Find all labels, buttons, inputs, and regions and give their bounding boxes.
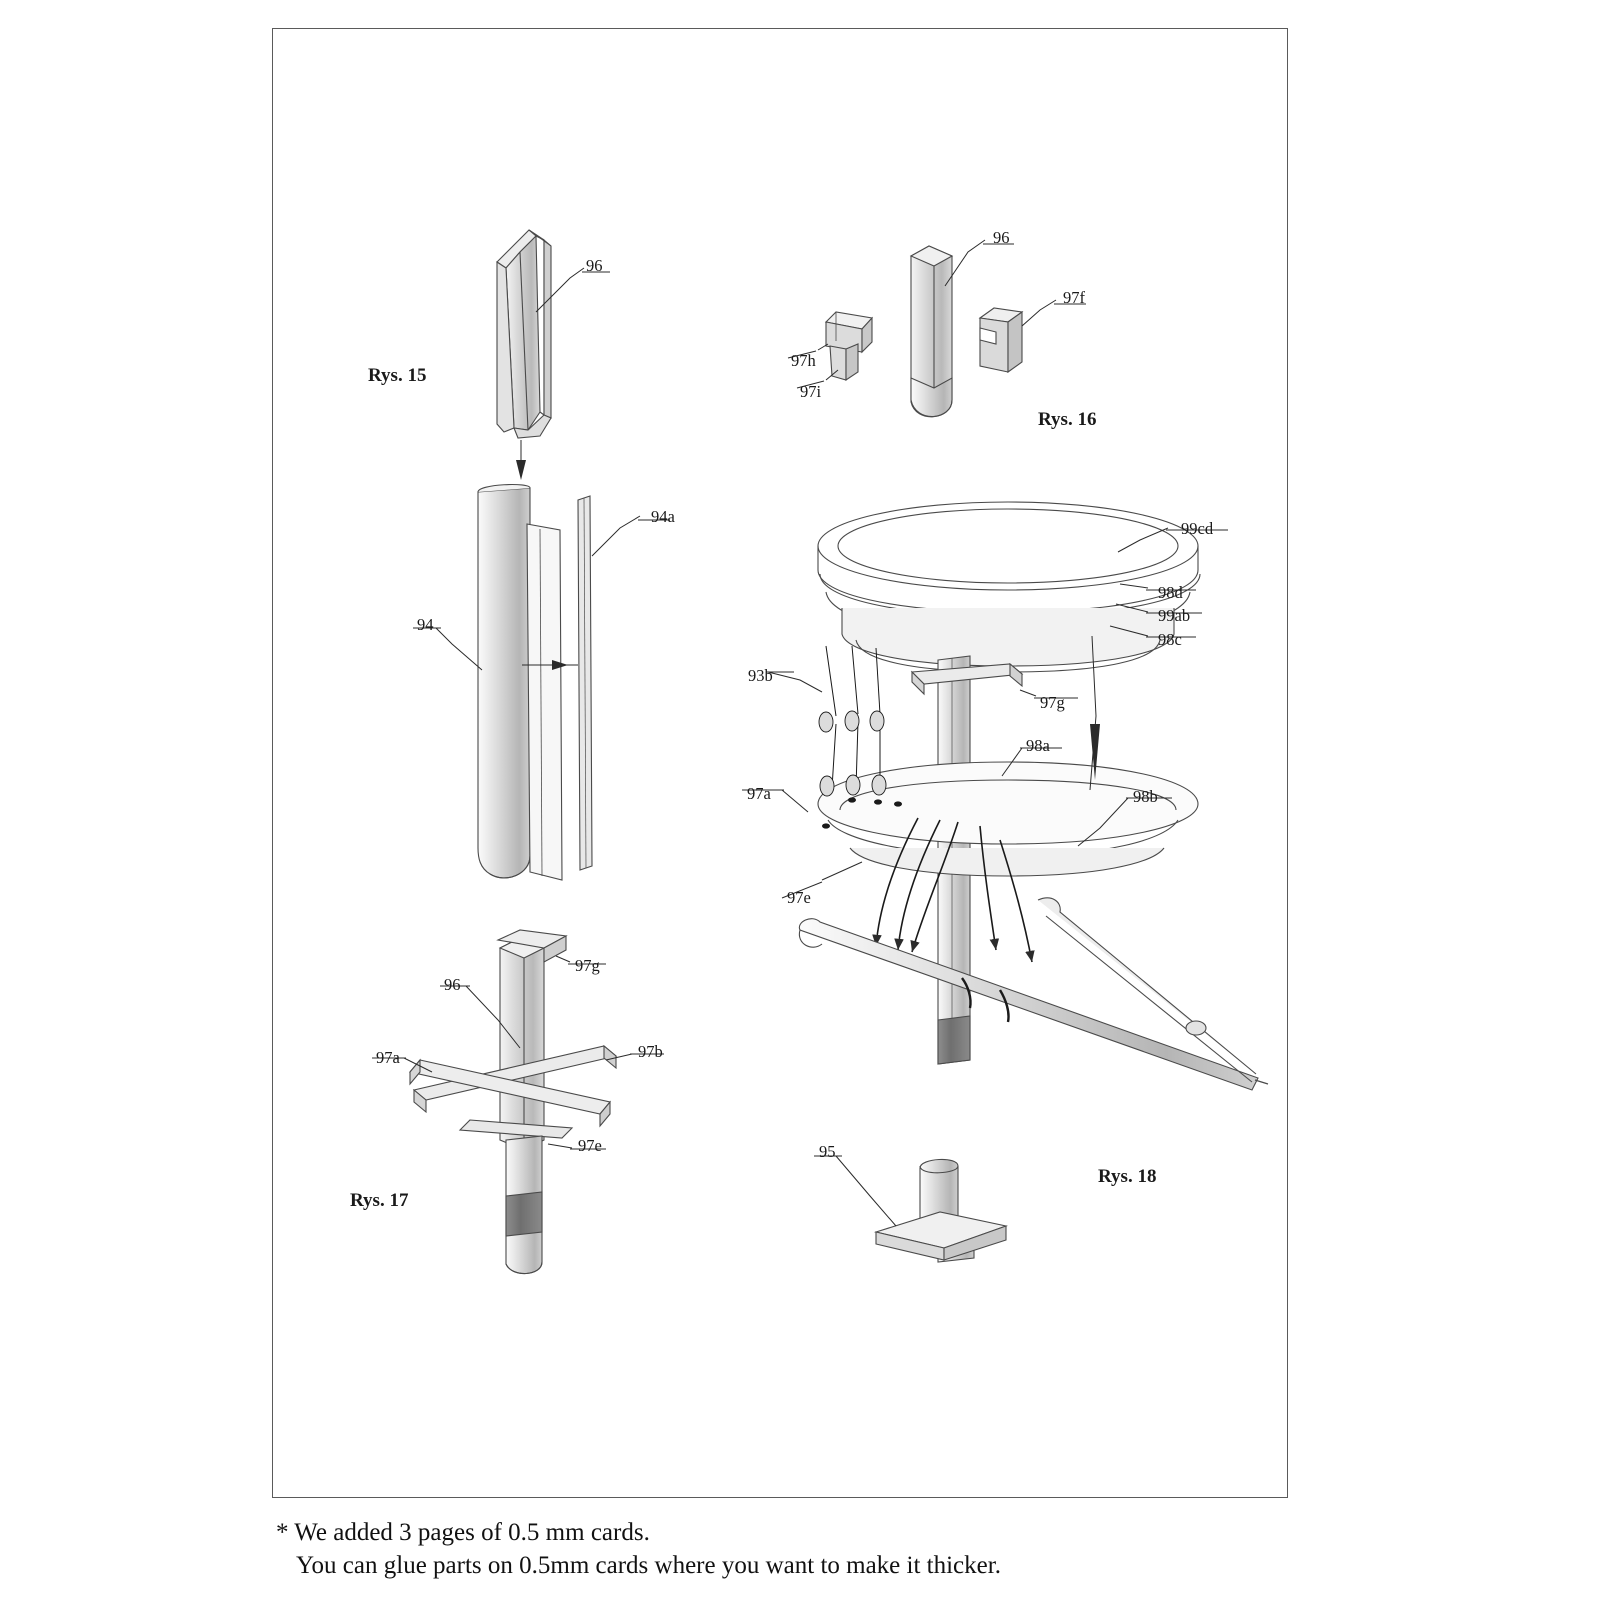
part-callout-98d: 98d: [1158, 583, 1183, 602]
part-callout-99cd: 99cd: [1181, 519, 1214, 538]
part-boom: [799, 919, 1268, 1090]
part-callout-96: 96: [993, 228, 1010, 247]
footnote: [276, 1516, 1376, 1582]
part-callout-98a: 98a: [1026, 736, 1050, 755]
figure-label-rys15: Rys. 15: [368, 365, 427, 386]
part-94a-strip: [578, 496, 592, 870]
part-callout-97i: 97i: [800, 382, 822, 401]
part-callout-97g: 97g: [575, 956, 600, 975]
part-rys17-assembly: [410, 930, 616, 1274]
part-callout-94: 94: [417, 615, 434, 634]
part-callout-95: 95: [819, 1142, 836, 1161]
part-callout-97h: 97h: [791, 351, 816, 370]
figure-label-rys16: Rys. 16: [1038, 409, 1097, 430]
part-callout-97b: 97b: [638, 1042, 663, 1061]
part-callout-96: 96: [586, 256, 603, 275]
part-94-mast: [478, 485, 562, 880]
part-callout-97f: 97f: [1063, 288, 1085, 307]
figure-label-rys17: Rys. 17: [350, 1190, 409, 1211]
part-97h-97i-bracket: [826, 312, 872, 380]
part-stay: [1038, 898, 1256, 1082]
part-callout-97e: 97e: [787, 888, 811, 907]
part-callout-98b: 98b: [1133, 787, 1158, 806]
part-callout-97a: 97a: [376, 1048, 400, 1067]
footnote-line-1: * We added 3 pages of 0.5 mm cards.: [276, 1519, 650, 1546]
part-callout-96: 96: [444, 975, 461, 994]
part-callout-97e: 97e: [578, 1136, 602, 1155]
footnote-line-2: You can glue parts on 0.5mm cards where you want to make it thicker.: [296, 1552, 1001, 1579]
part-96-rys16: [911, 246, 952, 417]
part-callout-97a: 97a: [747, 784, 771, 803]
part-callout-93b: 93b: [748, 666, 773, 685]
part-callout-97g: 97g: [1040, 693, 1065, 712]
part-callout-99ab: 99ab: [1158, 606, 1191, 625]
part-95-base: [876, 1159, 1006, 1260]
part-callout-98c: 98c: [1158, 630, 1182, 649]
figure-label-rys18: Rys. 18: [1098, 1166, 1157, 1187]
part-97f-block: [980, 308, 1022, 372]
part-callout-94a: 94a: [651, 507, 675, 526]
part-96-rail-rys15: [497, 230, 551, 438]
